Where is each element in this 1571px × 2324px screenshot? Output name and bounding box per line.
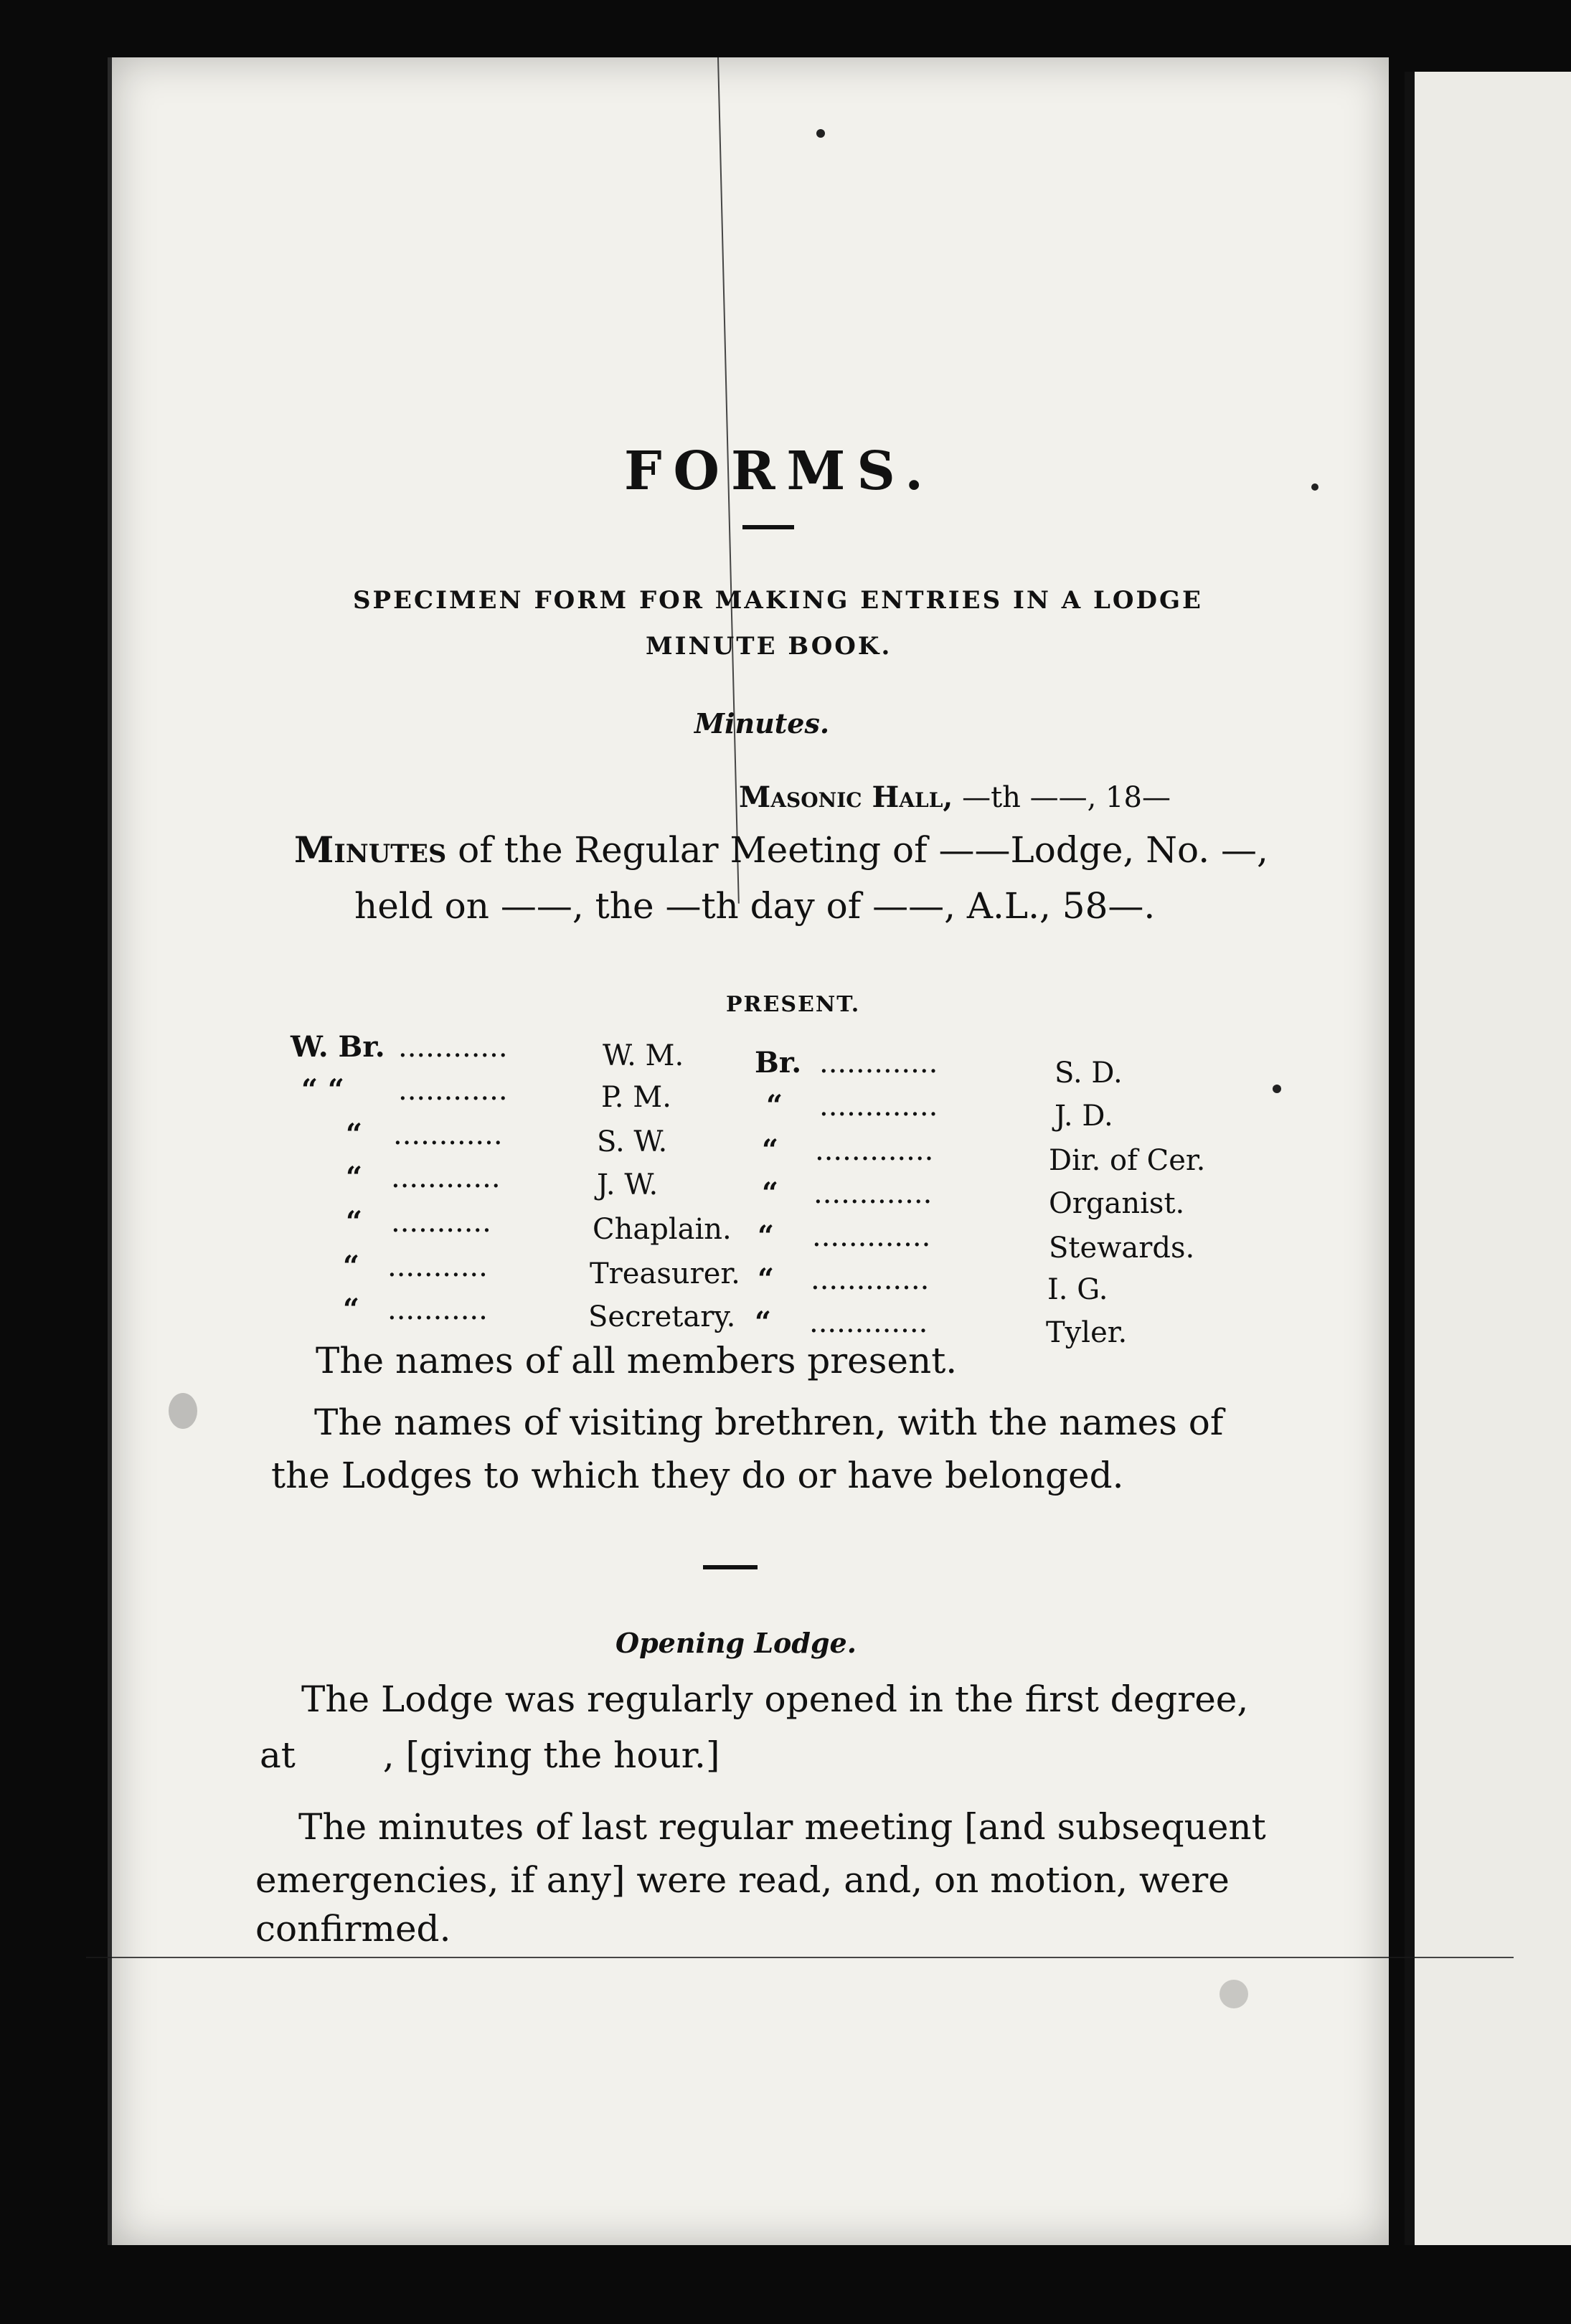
- officer-right-prefix: “: [758, 1262, 775, 1296]
- officer-left-prefix: “: [346, 1205, 363, 1239]
- officer-right-office: I. G.: [1047, 1273, 1108, 1306]
- officer-right-office: Stewards.: [1049, 1232, 1195, 1265]
- scan-line: [86, 1957, 1514, 1958]
- officer-left-office: W. M.: [603, 1039, 684, 1072]
- opening-line-2: [260, 1734, 720, 1776]
- visiting-line-2: the Lodges to which they do or have belonged.: [271, 1455, 1124, 1496]
- officer-right-prefix: “: [766, 1089, 783, 1123]
- officer-left-office: Secretary.: [588, 1300, 736, 1333]
- minutes-read-line-1: The minutes of last regular meeting [and subsequent: [298, 1806, 1266, 1848]
- officer-left-office: P. M.: [601, 1081, 671, 1114]
- facing-page-edge: [1405, 72, 1571, 2245]
- officer-right-dots: .............: [813, 1177, 933, 1210]
- officer-right-office: Dir. of Cer.: [1049, 1144, 1206, 1177]
- officer-left-prefix: “: [346, 1161, 363, 1194]
- visiting-line-1: The names of visiting brethren, with the names of: [314, 1402, 1224, 1443]
- officer-right-office: Organist.: [1049, 1187, 1185, 1220]
- location-place: Masonic Hall,: [739, 780, 953, 814]
- section-rule: [703, 1565, 758, 1569]
- opening-heading: Opening Lodge.: [615, 1627, 857, 1659]
- officer-right-prefix: “: [762, 1133, 779, 1167]
- officer-left-prefix: “ “: [301, 1073, 344, 1107]
- minutes-line-1: [294, 828, 1268, 871]
- officer-right-prefix: “: [762, 1176, 779, 1210]
- officer-right-dots: .............: [819, 1090, 938, 1123]
- officer-right-office: J. D.: [1055, 1100, 1113, 1133]
- subtitle-line-2: MINUTE BOOK.: [646, 632, 892, 661]
- officer-left-office: J. W.: [597, 1168, 659, 1201]
- officer-left-dots: ...........: [387, 1250, 488, 1283]
- members-present-line: The names of all members present.: [316, 1340, 958, 1381]
- officer-left-prefix: W. Br.: [291, 1030, 385, 1064]
- officer-left-office: Chaplain.: [593, 1213, 732, 1246]
- officer-right-prefix: Br.: [755, 1046, 802, 1080]
- minutes-heading: Minutes.: [694, 707, 830, 740]
- page-title: FORMS.: [624, 440, 935, 502]
- scan-speck: [816, 129, 825, 138]
- officer-left-dots: ...........: [391, 1206, 491, 1239]
- officer-right-dots: .............: [809, 1306, 928, 1339]
- scan-smudge: [169, 1393, 197, 1429]
- location-date: —th ——, 18—: [962, 781, 1171, 814]
- officer-left-prefix: “: [343, 1293, 360, 1326]
- location-line: [739, 780, 1171, 814]
- officer-left-dots: ............: [398, 1074, 508, 1107]
- officer-left-office: Treasurer.: [590, 1257, 740, 1290]
- officer-right-dots: .............: [811, 1263, 930, 1296]
- scan-speck: [1273, 1085, 1281, 1093]
- officer-right-prefix: “: [758, 1219, 775, 1253]
- scan-smudge: [1219, 1980, 1248, 2008]
- opening-hour: , [giving the hour.]: [382, 1734, 720, 1776]
- officer-right-prefix: “: [755, 1305, 772, 1339]
- officer-right-office: S. D.: [1055, 1057, 1123, 1090]
- minutes-lead: Minutes: [294, 828, 447, 871]
- scan-speck: [1311, 483, 1318, 491]
- officer-right-dots: .............: [812, 1220, 931, 1253]
- officer-left-dots: ............: [393, 1118, 503, 1151]
- minutes-line-1-text: of the Regular Meeting of ——Lodge, No. —,: [458, 829, 1268, 871]
- officer-left-dots: ...........: [387, 1293, 488, 1326]
- officer-left-office: S. W.: [597, 1125, 668, 1158]
- minutes-read-line-3: confirmed.: [255, 1908, 451, 1950]
- officer-right-dots: .............: [815, 1134, 934, 1167]
- present-heading: PRESENT.: [726, 992, 861, 1017]
- officer-left-prefix: “: [346, 1118, 363, 1151]
- title-rule: [742, 525, 794, 529]
- officer-right-office: Tyler.: [1046, 1316, 1128, 1349]
- subtitle-line-1: SPECIMEN FORM FOR MAKING ENTRIES IN A LODGE: [353, 586, 1203, 615]
- minutes-line-2: held on ——, the —th day of ——, A.L., 58—.: [354, 885, 1156, 927]
- officer-left-dots: ............: [398, 1031, 508, 1064]
- officer-right-dots: .............: [819, 1047, 938, 1080]
- officer-left-prefix: “: [343, 1250, 360, 1283]
- minutes-read-line-2: emergencies, if any] were read, and, on motion, were: [255, 1859, 1230, 1901]
- officer-left-dots: ............: [391, 1161, 501, 1194]
- opening-line-1: The Lodge was regularly opened in the first degree,: [301, 1678, 1249, 1720]
- opening-at: at: [260, 1734, 296, 1776]
